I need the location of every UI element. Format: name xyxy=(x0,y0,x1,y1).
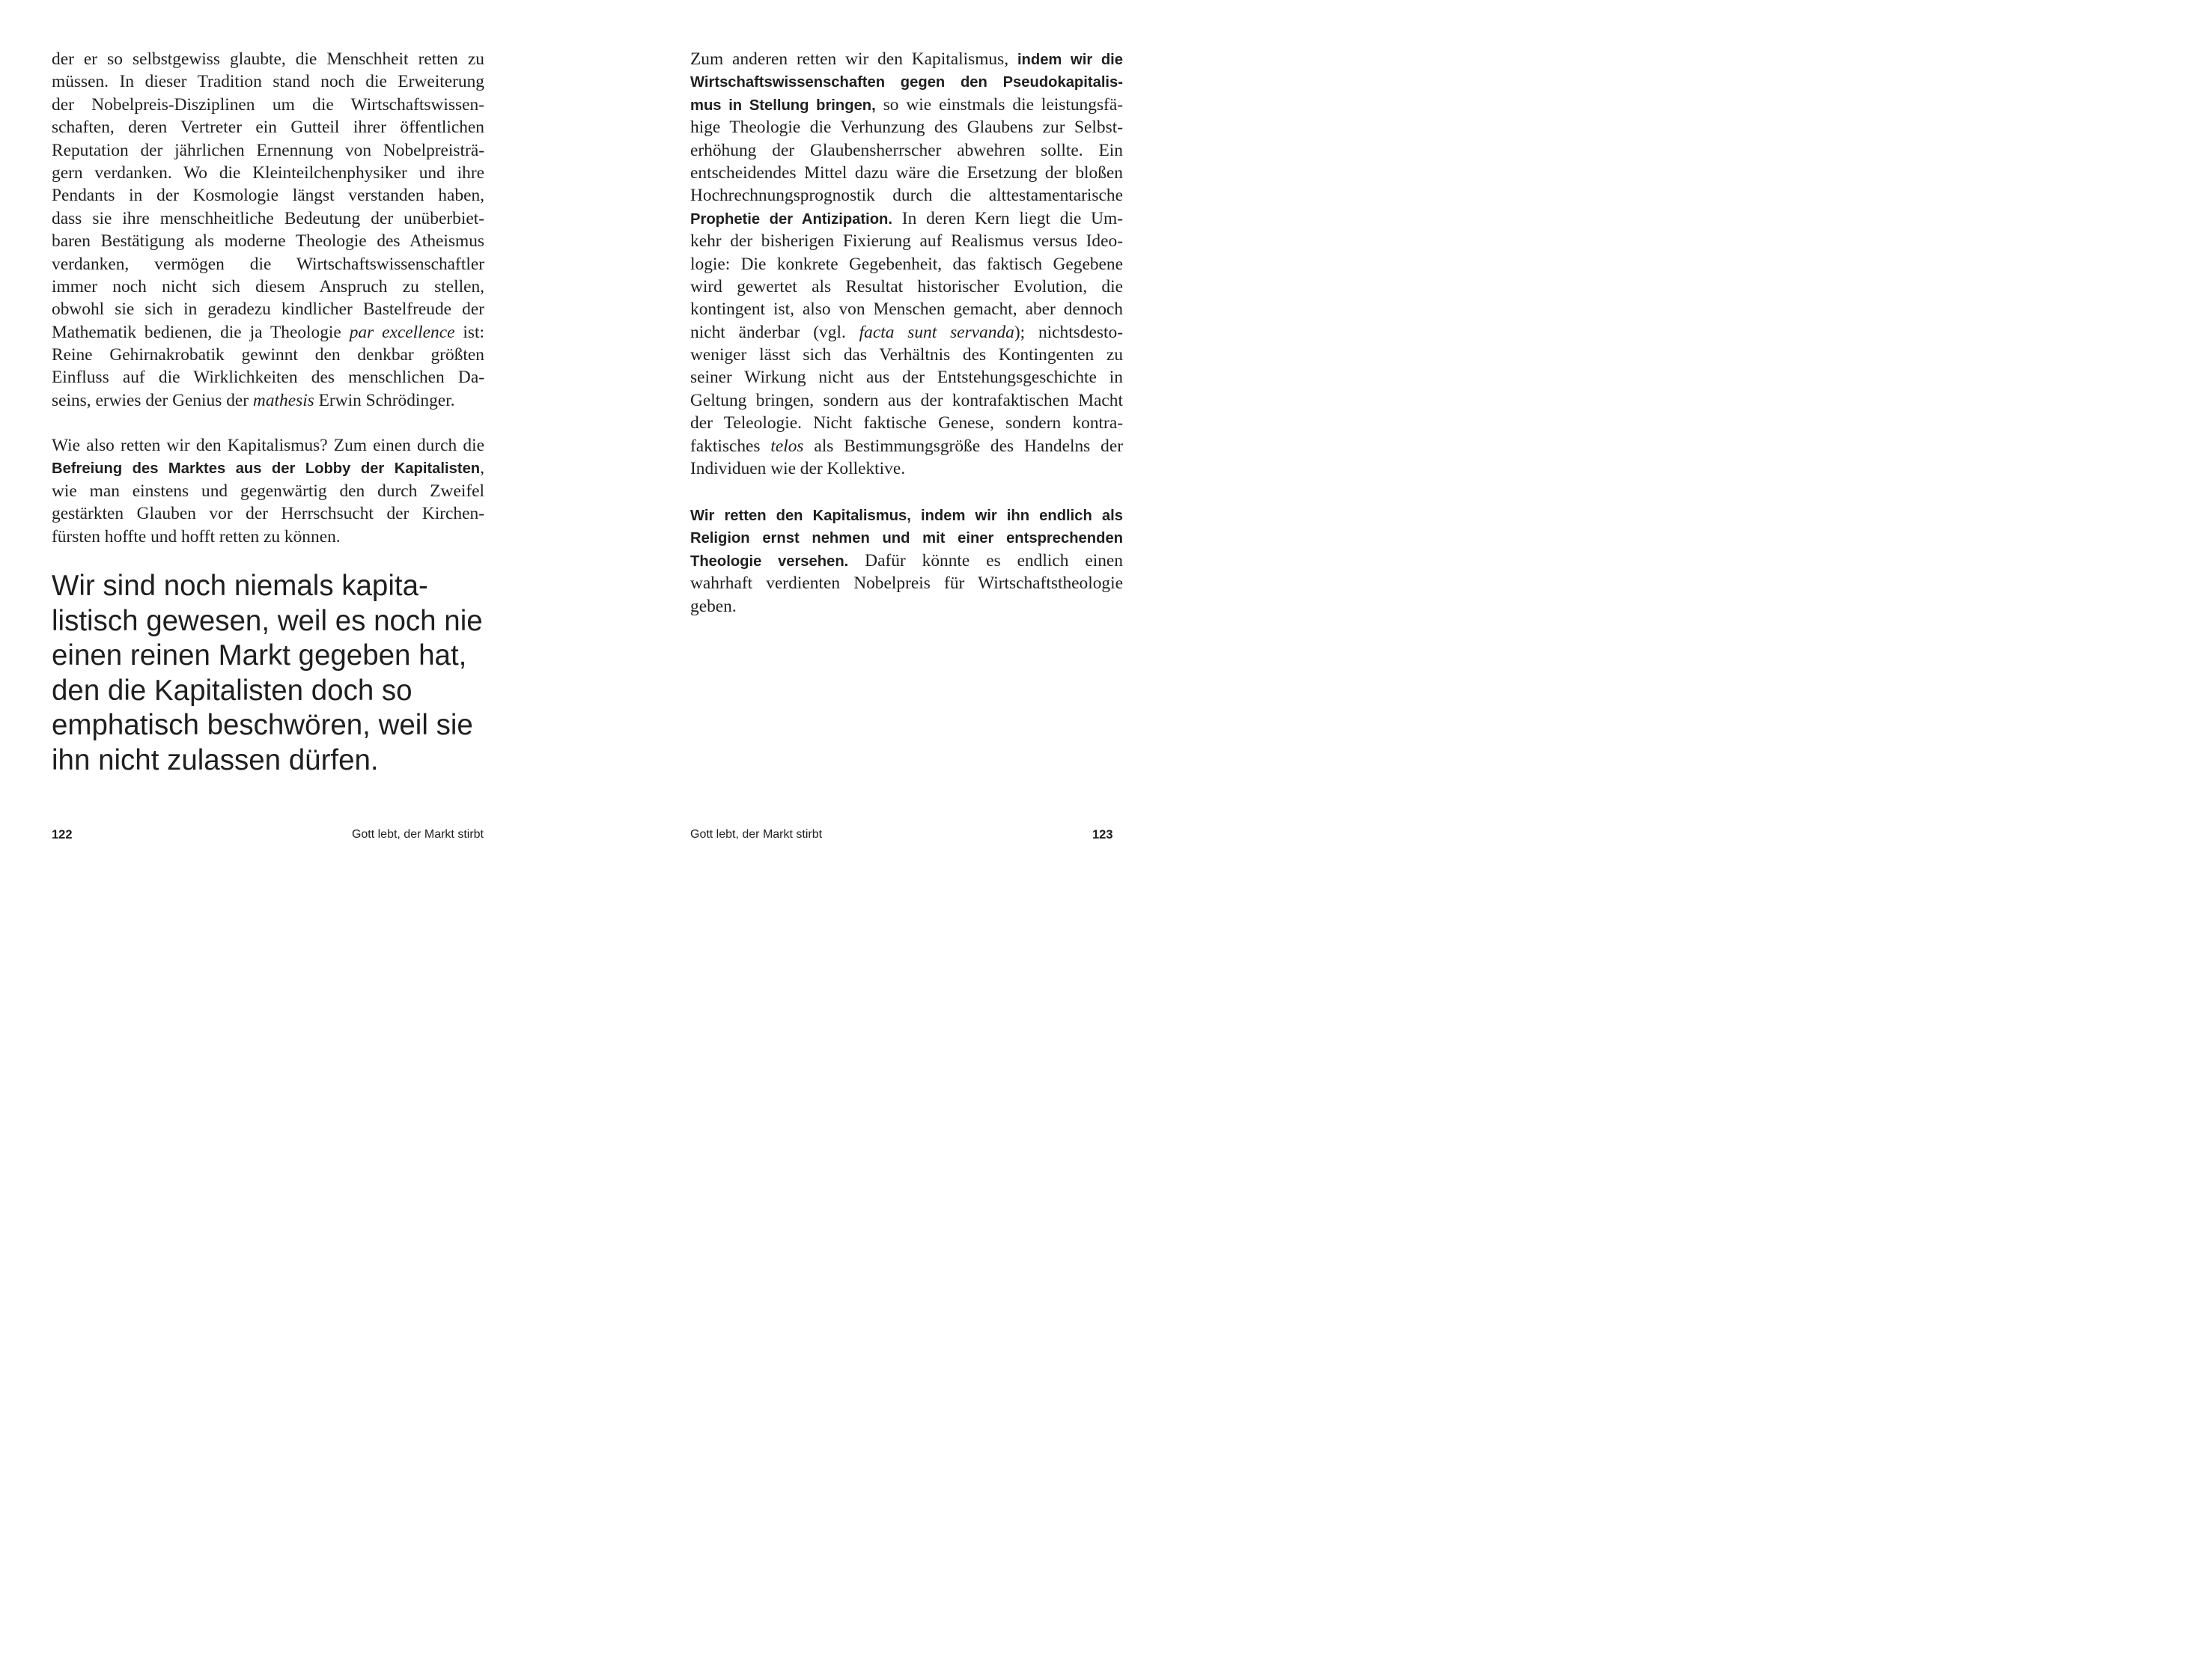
text-line xyxy=(690,48,1123,70)
text-line: hige Theologie die Verhunzung des Glaubens zur Selbst- xyxy=(690,118,1123,138)
pull-quote-line: einen reinen Markt gegeben hat, xyxy=(52,639,467,672)
pull-quote-line: Wir sind noch niemals kapita- xyxy=(52,570,428,602)
text-run: Dafür könnte es endlich einen xyxy=(848,550,1123,570)
punctuation: , xyxy=(480,458,484,478)
text-line: Reputation der jährlichen Ernennung von Nobelpreisträ- xyxy=(52,140,484,160)
text-line xyxy=(52,321,484,344)
text-line: baren Bestätigung als moderne Theologie des Atheismus xyxy=(52,231,484,252)
text-line: wie man einstens und gegenwärtig den durch Zweifel xyxy=(52,481,484,501)
text-line xyxy=(690,94,1123,116)
pull-quote-line: listisch gewesen, weil es noch nie xyxy=(52,604,483,637)
text-run: nicht änderbar (vgl. xyxy=(690,322,859,342)
bold-phrase: Wirtschaftswissenschaften gegen den Pseudokapitalis- xyxy=(690,74,1123,91)
running-head: Gott lebt, der Markt stirbt xyxy=(690,828,823,841)
text-run: Zum anderen retten wir den Kapitalismus, xyxy=(690,49,1017,69)
bold-phrase: Theologie versehen. xyxy=(690,553,849,570)
text-line: dass sie ihre menschheitliche Bedeutung der unüberbiet- xyxy=(52,208,484,228)
text-line xyxy=(690,207,1123,230)
text-line: immer noch nicht sich diesem Anspruch zu stellen, xyxy=(52,276,484,296)
italic-phrase: par excellence xyxy=(349,322,455,342)
bold-phrase: Befreiung des Marktes aus der Lobby der Kapitalisten xyxy=(52,460,481,478)
pull-quote-line: emphatisch beschwören, weil sie xyxy=(52,709,473,741)
text-run: als Bestimmungsgröße des Handelns der xyxy=(803,436,1123,456)
bold-phrase: Wir retten den Kapitalismus, indem wir ihn endlich als xyxy=(690,508,1123,524)
text-line: gern verdanken. Wo die Kleinteilchenphysiker und ihre xyxy=(52,162,484,183)
text-line: Individuen wie der Kollektive. xyxy=(690,459,906,479)
text-line xyxy=(690,70,1123,93)
italic-phrase: facta sunt servanda xyxy=(859,322,1014,342)
text-line: Hochrechnungsprognostik durch die alttestamentarische xyxy=(690,186,1123,206)
text-line: seiner Wirkung nicht aus der Entstehungsgeschichte in xyxy=(690,368,1123,388)
text-line: wird gewertet als Resultat historischer Evolution, die xyxy=(690,276,1123,296)
text-line xyxy=(52,457,484,479)
text-line: obwohl sie sich in geradezu kindlicher Bastelfreude der xyxy=(52,299,484,320)
text-line xyxy=(690,321,1123,344)
italic-phrase: mathesis xyxy=(252,390,314,410)
text-line xyxy=(690,550,1123,572)
text-line: Reine Gehirnakrobatik gewinnt den denkbar größten xyxy=(52,345,484,365)
text-line: schaften, deren Vertreter ein Gutteil ihrer öffentlichen xyxy=(52,118,484,138)
right-paragraph-2 xyxy=(690,504,1123,618)
text-line: fürsten hoffte und hofft retten zu können. xyxy=(52,526,341,547)
page-number: 123 xyxy=(1092,828,1113,841)
text-line: Einfluss auf die Wirklichkeiten des menschlichen Da- xyxy=(52,368,484,388)
text-run: In deren Kern liegt die Um- xyxy=(892,208,1124,228)
text-line: müssen. In dieser Tradition stand noch die Erweiterung xyxy=(52,72,484,92)
text-line: Geltung bringen, sondern aus der kontrafaktischen Macht xyxy=(690,390,1123,410)
text-line: entscheidendes Mittel dazu wäre die Ersetzung der bloßen xyxy=(690,162,1123,183)
text-run: so wie einstmals die leistungsfä- xyxy=(875,94,1124,115)
right-page xyxy=(581,0,1162,883)
text-run: Erwin Schrödinger. xyxy=(314,390,455,410)
bold-phrase: mus in Stellung bringen, xyxy=(690,97,876,114)
text-line: weniger lässt sich das Verhältnis des Kontingenten zu xyxy=(690,345,1123,365)
bold-phrase: indem wir die xyxy=(1017,52,1123,68)
italic-phrase: telos xyxy=(770,436,804,456)
page-number: 122 xyxy=(52,828,73,841)
text-run: faktisches xyxy=(690,436,771,456)
pull-quote-line: ihn nicht zulassen dürfen. xyxy=(52,743,379,776)
text-line: kontingent ist, also von Menschen gemacht, aber dennoch xyxy=(690,299,1123,320)
text-line xyxy=(690,526,1123,549)
text-line: geben. xyxy=(690,596,737,616)
text-line: kehr der bisherigen Fixierung auf Realismus versus Ideo- xyxy=(690,231,1123,252)
text-line: Wie also retten wir den Kapitalismus? Zum einen durch die xyxy=(52,436,484,455)
text-run: Mathematik bedienen, die ja Theologie xyxy=(52,322,350,342)
text-line: gestärkten Glauben vor der Herrschsucht der Kirchen- xyxy=(52,504,484,524)
pull-quote-line: den die Kapitalisten doch so xyxy=(52,674,413,707)
text-run: ); nichtsdesto- xyxy=(1014,322,1124,342)
text-line: der Nobelpreis-Disziplinen um die Wirtschaftswissen- xyxy=(52,94,484,115)
right-paragraph-1 xyxy=(690,48,1123,480)
bold-phrase: Prophetie der Antizipation. xyxy=(690,210,892,228)
left-paragraph-1 xyxy=(52,48,484,412)
text-line: der Teleologie. Nicht faktische Genese, sondern kontra- xyxy=(690,413,1123,433)
left-page xyxy=(0,0,581,883)
text-line: der er so selbstgewiss glaubte, die Menschheit retten zu xyxy=(52,49,484,69)
text-line xyxy=(52,389,484,412)
text-line xyxy=(690,435,1123,457)
text-line: erhöhung der Glaubensherrscher abwehren sollte. Ein xyxy=(690,140,1123,160)
text-line: verdanken, vermögen die Wirtschaftswissenschaftler xyxy=(52,254,484,274)
pull-quote xyxy=(52,569,501,778)
text-line xyxy=(690,504,1123,526)
bold-phrase: Religion ernst nehmen und mit einer entsprechenden xyxy=(690,530,1123,547)
text-run: seins, erwies der Genius der xyxy=(52,390,253,410)
text-run: ist: xyxy=(454,322,484,342)
left-paragraph-2 xyxy=(52,434,484,548)
text-line: logie: Die konkrete Gegebenheit, das faktisch Gegebene xyxy=(690,254,1123,274)
running-head: Gott lebt, der Markt stirbt xyxy=(351,828,484,841)
text-line: Pendants in der Kosmologie längst verstanden haben, xyxy=(52,186,484,206)
text-line: wahrhaft verdienten Nobelpreis für Wirtschaftstheologie xyxy=(690,573,1123,594)
